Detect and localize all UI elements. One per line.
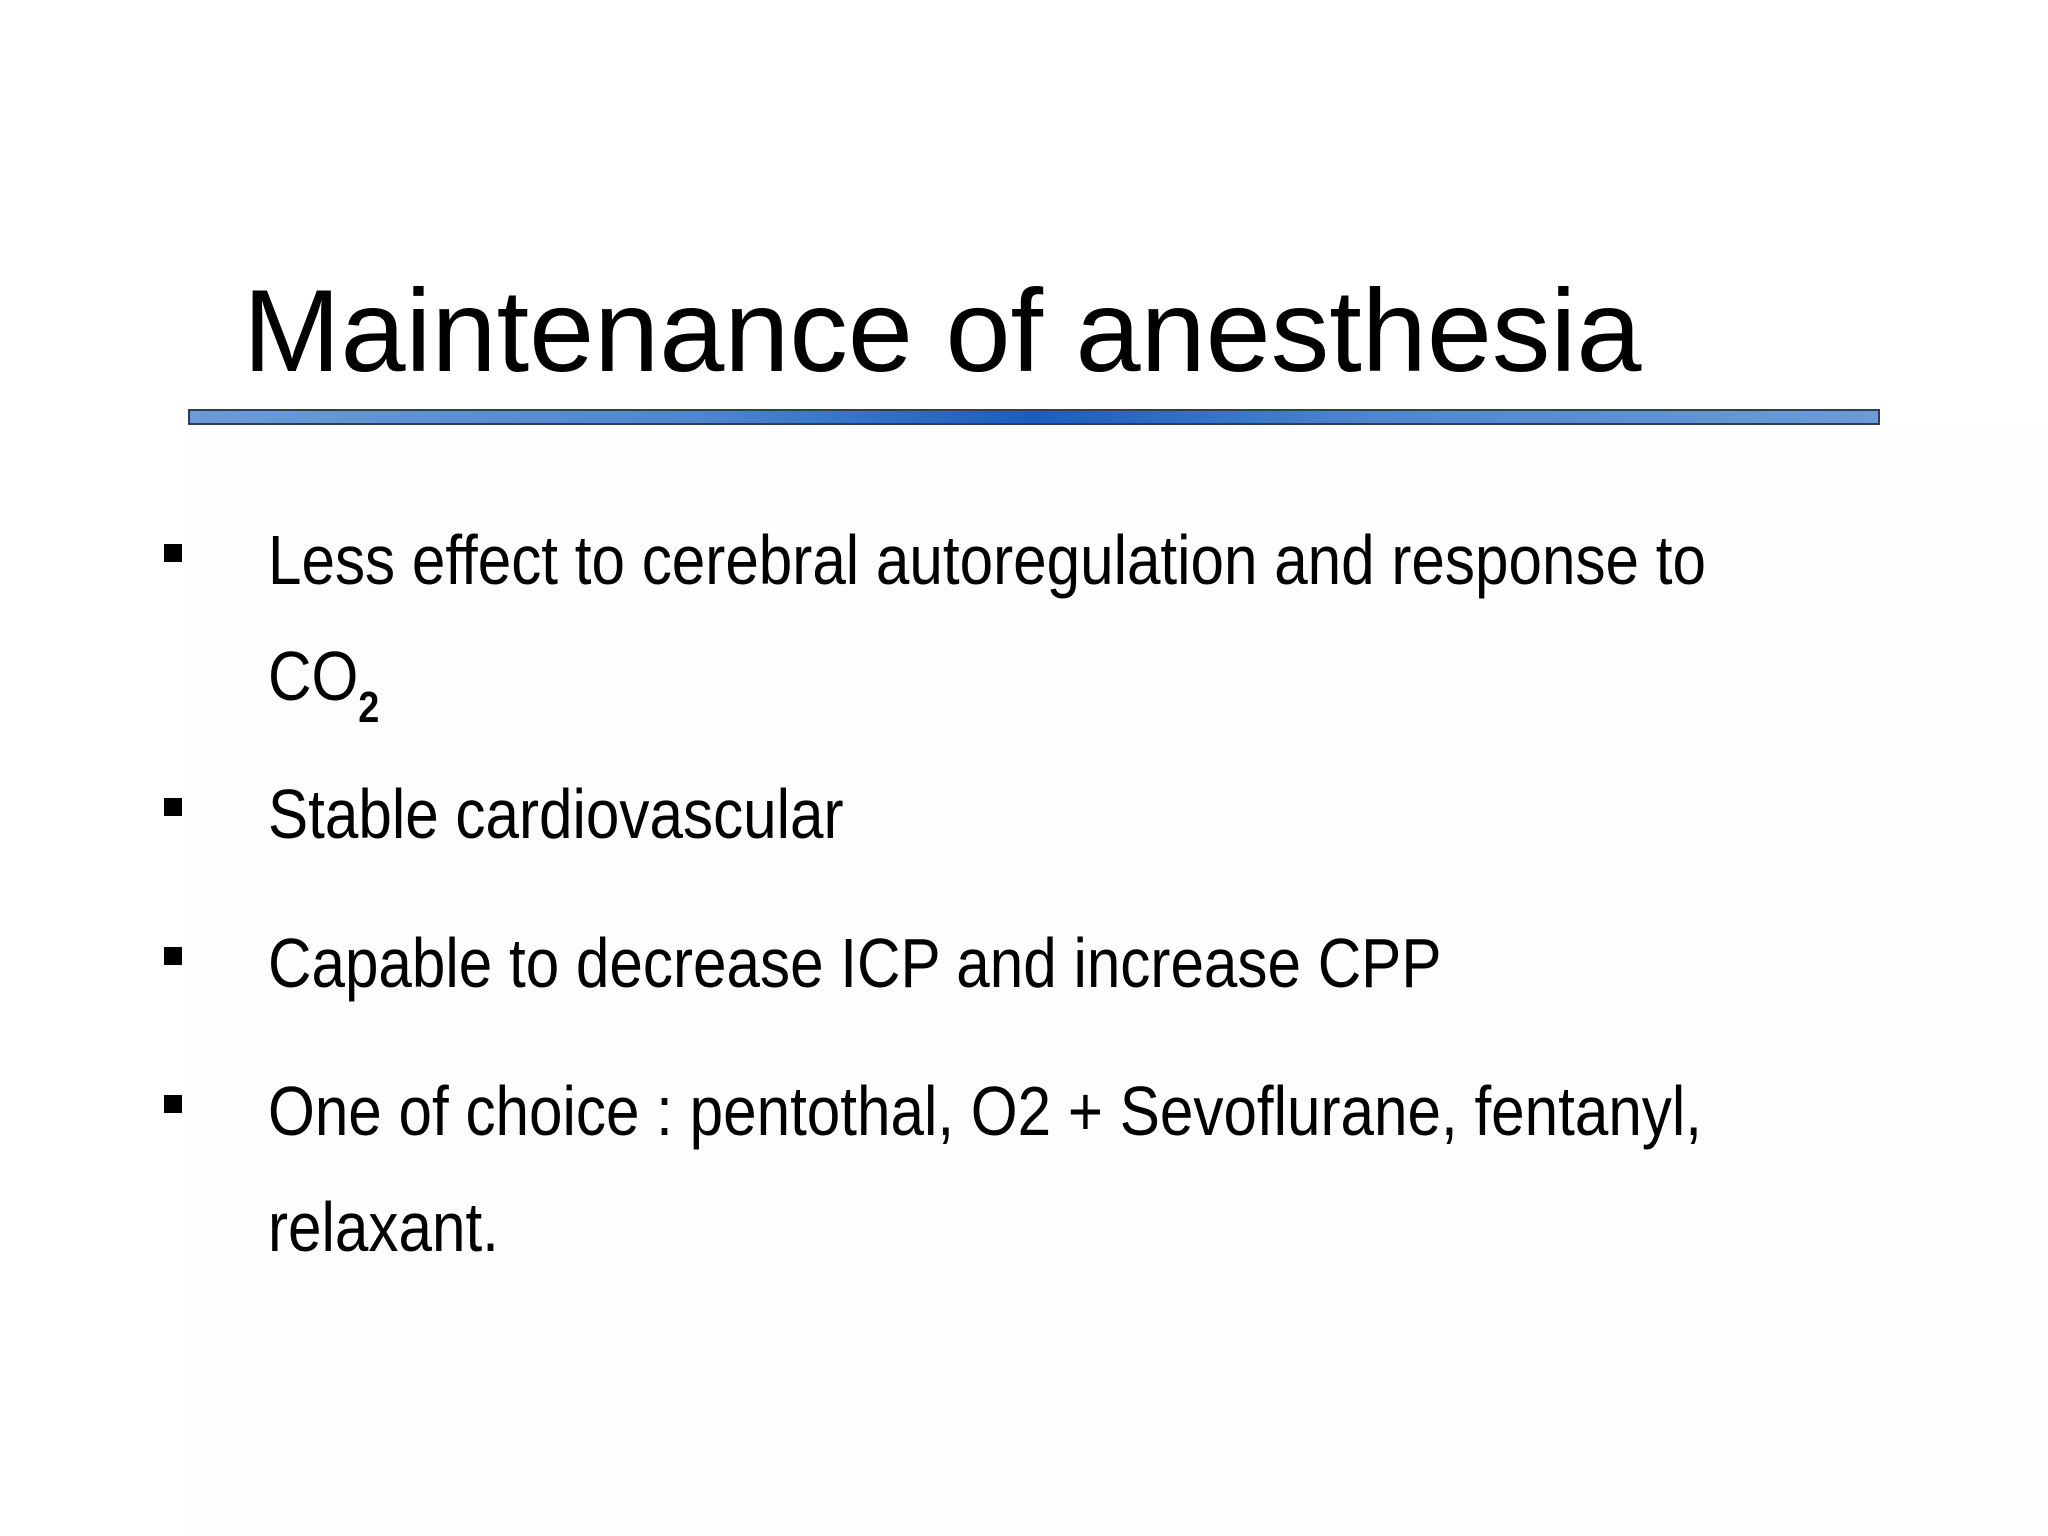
bullet-text [268, 905, 1644, 1021]
bullet-line: One of choice : pentothal, O2 + Sevoflurane, fentanyl, [268, 1072, 1703, 1150]
bullet-text [268, 756, 1644, 872]
chemical-formula: CO [268, 637, 359, 715]
square-bullet-icon [164, 544, 182, 562]
square-bullet-icon [164, 798, 182, 816]
bullet-text [268, 1053, 1703, 1285]
square-bullet-icon [164, 1095, 182, 1113]
square-bullet-icon [164, 947, 182, 965]
bullet-line: Capable to decrease ICP and increase CPP [268, 924, 1442, 1002]
bullet-line [268, 618, 1644, 734]
formula-subscript: 2 [358, 683, 380, 732]
bullet-line: relaxant. [268, 1188, 499, 1266]
bullet-line: Stable cardiovascular [268, 775, 844, 853]
bullet-line: Less effect to cerebral autoregulation and response to [268, 521, 1706, 599]
bullet-text [268, 502, 1706, 734]
slide-title: Maintenance of anesthesia [243, 265, 1642, 396]
